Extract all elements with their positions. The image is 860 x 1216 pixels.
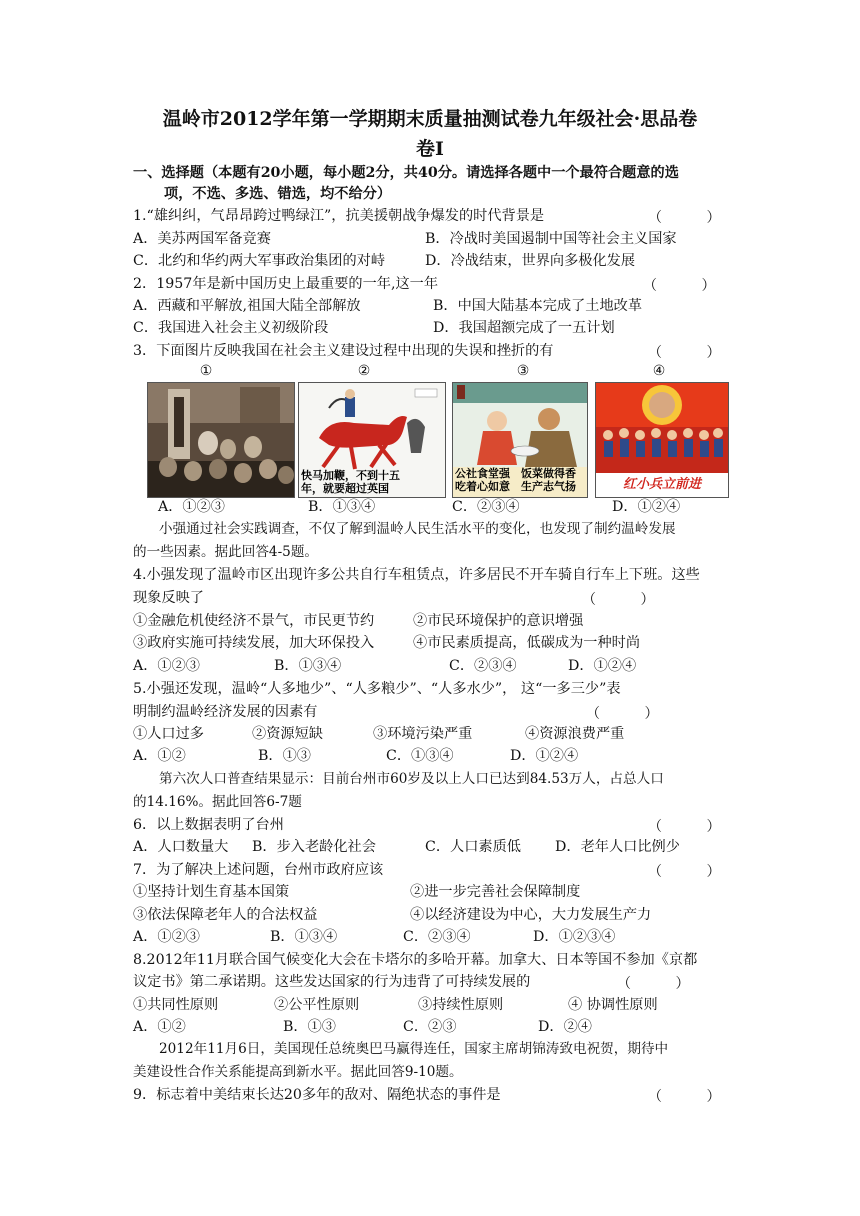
q2-option-d: D．我国超额完成了一五计划	[433, 320, 615, 336]
question-5: 5.小强还发现，温岭“人多地少”、“人多粮少”、“人多水少”， 这“一多三少”表	[133, 681, 621, 697]
q6-option-c: C．人口素质低	[425, 839, 521, 855]
picture-3-caption-left: 公社食堂强 吃着心如意	[455, 467, 510, 493]
question-5-cont: 明制约温岭经济发展的因素有	[133, 704, 318, 720]
q1-option-c: C．北约和华约两大军事政治集团的对峙	[133, 253, 386, 269]
picture-3-canteen-poster	[452, 382, 588, 498]
q7-option-b: B．①③④	[270, 929, 338, 945]
q5-statement-1: ①人口过多	[133, 726, 204, 742]
q1-option-a: A．美苏两国军备竞赛	[133, 231, 271, 247]
q8-statement-3: ③持续性原则	[418, 997, 504, 1013]
q7-statement-1: ①坚持计划生育基本国策	[133, 884, 290, 900]
q6-option-b: B．步入老龄化社会	[252, 839, 376, 855]
q4-option-c: C．②③④	[449, 658, 517, 674]
q2-option-a: A．西藏和平解放,祖国大陆全部解放	[133, 298, 361, 314]
question-7: 7．为了解决上述问题，台州市政府应该	[133, 862, 384, 878]
picture-2-caption: 快马加鞭，不到十五年，就要超过英国	[301, 469, 400, 495]
picture-2-horse-cartoon	[298, 382, 446, 498]
q4-option-d: D．①②④	[568, 658, 637, 674]
section-heading: 一、选择题（本题有20小题，每小题2分，共40分。请选择各题中一个最符合题意的选	[133, 165, 679, 181]
q5-option-c: C．①③④	[386, 748, 454, 764]
q3-option-a: A．①②③	[158, 499, 225, 515]
q6-option-a: A．人口数量大	[133, 839, 229, 855]
picture-number: ④	[652, 363, 666, 379]
picture-number: ③	[516, 363, 530, 379]
q5-statement-4: ④资源浪费严重	[525, 726, 625, 742]
q8-option-d: D．②④	[538, 1019, 592, 1035]
q8-option-b: B．①③	[283, 1019, 336, 1035]
q7-option-c: C．②③④	[403, 929, 471, 945]
q8-statement-1: ①共同性原则	[133, 997, 219, 1013]
question-3: 3．下面图片反映我国在社会主义建设过程中出现的失误和挫折的有	[133, 343, 554, 359]
q5-option-a: A．①②	[133, 748, 186, 764]
exam-title: 温岭市2012学年第一学期期末质量抽测试卷九年级社会·思品卷	[162, 108, 698, 130]
intro-4-5: 小强通过社会实践调查，不仅了解到温岭人民生活水平的变化，也发现了制约温岭发展	[159, 521, 676, 537]
q4-statement-1: ①金融危机使经济不景气，市民更节约	[133, 613, 375, 629]
q5-option-b: B．①③	[258, 748, 311, 764]
q6-option-d: D．老年人口比例少	[555, 839, 680, 855]
picture-4-caption: 红小兵立前进	[622, 477, 701, 492]
q5-statement-3: ③环境污染严重	[373, 726, 473, 742]
q7-statement-4: ④以经济建设为中心，大力发展生产力	[410, 907, 652, 923]
q3-option-d: D．①②④	[612, 499, 681, 515]
answer-blank: （ ）	[648, 1089, 721, 1105]
q2-option-b: B．中国大陆基本完成了土地改革	[433, 298, 643, 314]
q3-option-c: C．②③④	[452, 499, 520, 515]
question-9: 9．标志着中美结束长达20多年的敌对、隔绝状态的事件是	[133, 1087, 501, 1103]
q1-option-d: D．冷战结束，世界向多极化发展	[425, 253, 636, 269]
q7-option-d: D．①②③④	[533, 929, 616, 945]
answer-blank: （ ）	[586, 706, 659, 722]
q3-option-b: B．①③④	[308, 499, 376, 515]
q7-statement-2: ②进一步完善社会保障制度	[410, 884, 581, 900]
q8-statement-2: ②公平性原则	[274, 997, 360, 1013]
question-2: 2．1957年是新中国历史上最重要的一年,这一年	[133, 276, 439, 292]
answer-blank: （ ）	[648, 345, 721, 361]
picture-1-historical-photo	[147, 382, 295, 498]
q4-statement-3: ③政府实施可持续发展，加大环保投入	[133, 635, 375, 651]
intro-9-10: 2012年11月6日，美国现任总统奥巴马赢得连任，国家主席胡锦涛致电祝贺，期待中	[159, 1041, 669, 1057]
q2-option-c: C．我国进入社会主义初级阶段	[133, 320, 329, 336]
intro-6-7: 第六次人口普查结果显示：目前台州市60岁及以上人口已达到84.53万人，占总人口	[159, 771, 664, 787]
answer-blank: （ ）	[648, 819, 721, 835]
q8-option-c: C．②③	[403, 1019, 457, 1035]
intro-6-7-cont: 的14.16%。据此回答6-7题	[133, 794, 302, 810]
picture-4-propaganda-poster	[595, 382, 729, 498]
q4-option-a: A．①②③	[133, 658, 200, 674]
question-4-cont: 现象反映了	[133, 590, 204, 606]
intro-4-5-cont: 的一些因素。据此回答4-5题。	[133, 544, 319, 560]
paper-section-title: 卷Ⅰ	[416, 138, 444, 160]
q4-statement-4: ④市民素质提高，低碳成为一种时尚	[413, 635, 641, 651]
q5-statement-2: ②资源短缺	[252, 726, 323, 742]
intro-9-10-cont: 美建设性合作关系能提高到新水平。据此回答9-10题。	[133, 1064, 463, 1080]
picture-number: ②	[357, 363, 371, 379]
q5-option-d: D．①②④	[510, 748, 579, 764]
q8-statement-4: ④ 协调性原则	[568, 997, 658, 1013]
q4-option-b: B．①③④	[274, 658, 342, 674]
q7-option-a: A．①②③	[133, 929, 200, 945]
answer-blank: （ ）	[617, 976, 690, 992]
section-heading-cont: 项，不选、多选、错选，均不给分）	[164, 186, 392, 202]
question-1: 1.“雄纠纠，气昂昂跨过鸭绿江”，抗美援朝战争爆发的时代背景是	[133, 208, 545, 224]
q4-statement-2: ②市民环境保护的意识增强	[413, 613, 584, 629]
question-4: 4.小强发现了温岭市区出现许多公共自行车租赁点，许多居民不开车骑自行车上下班。这些	[133, 567, 700, 583]
question-6: 6．以上数据表明了台州	[133, 817, 284, 833]
picture-number: ①	[199, 363, 213, 379]
answer-blank: （ ）	[648, 210, 721, 226]
picture-3-caption-right: 饭菜做得香 生产志气扬	[521, 467, 576, 493]
answer-blank: （ ）	[648, 864, 721, 880]
question-8-cont: 议定书》第二承诺期。这些发达国家的行为违背了可持续发展的	[133, 974, 531, 990]
q1-option-b: B．冷战时美国遏制中国等社会主义国家	[425, 231, 677, 247]
answer-blank: （ ）	[582, 592, 655, 608]
q7-statement-3: ③依法保障老年人的合法权益	[133, 907, 318, 923]
q8-option-a: A．①②	[133, 1019, 186, 1035]
question-8: 8.2012年11月联合国气候变化大会在卡塔尔的多哈开幕。加拿大、日本等国不参加《京都	[133, 952, 698, 968]
answer-blank: （ ）	[643, 278, 716, 294]
